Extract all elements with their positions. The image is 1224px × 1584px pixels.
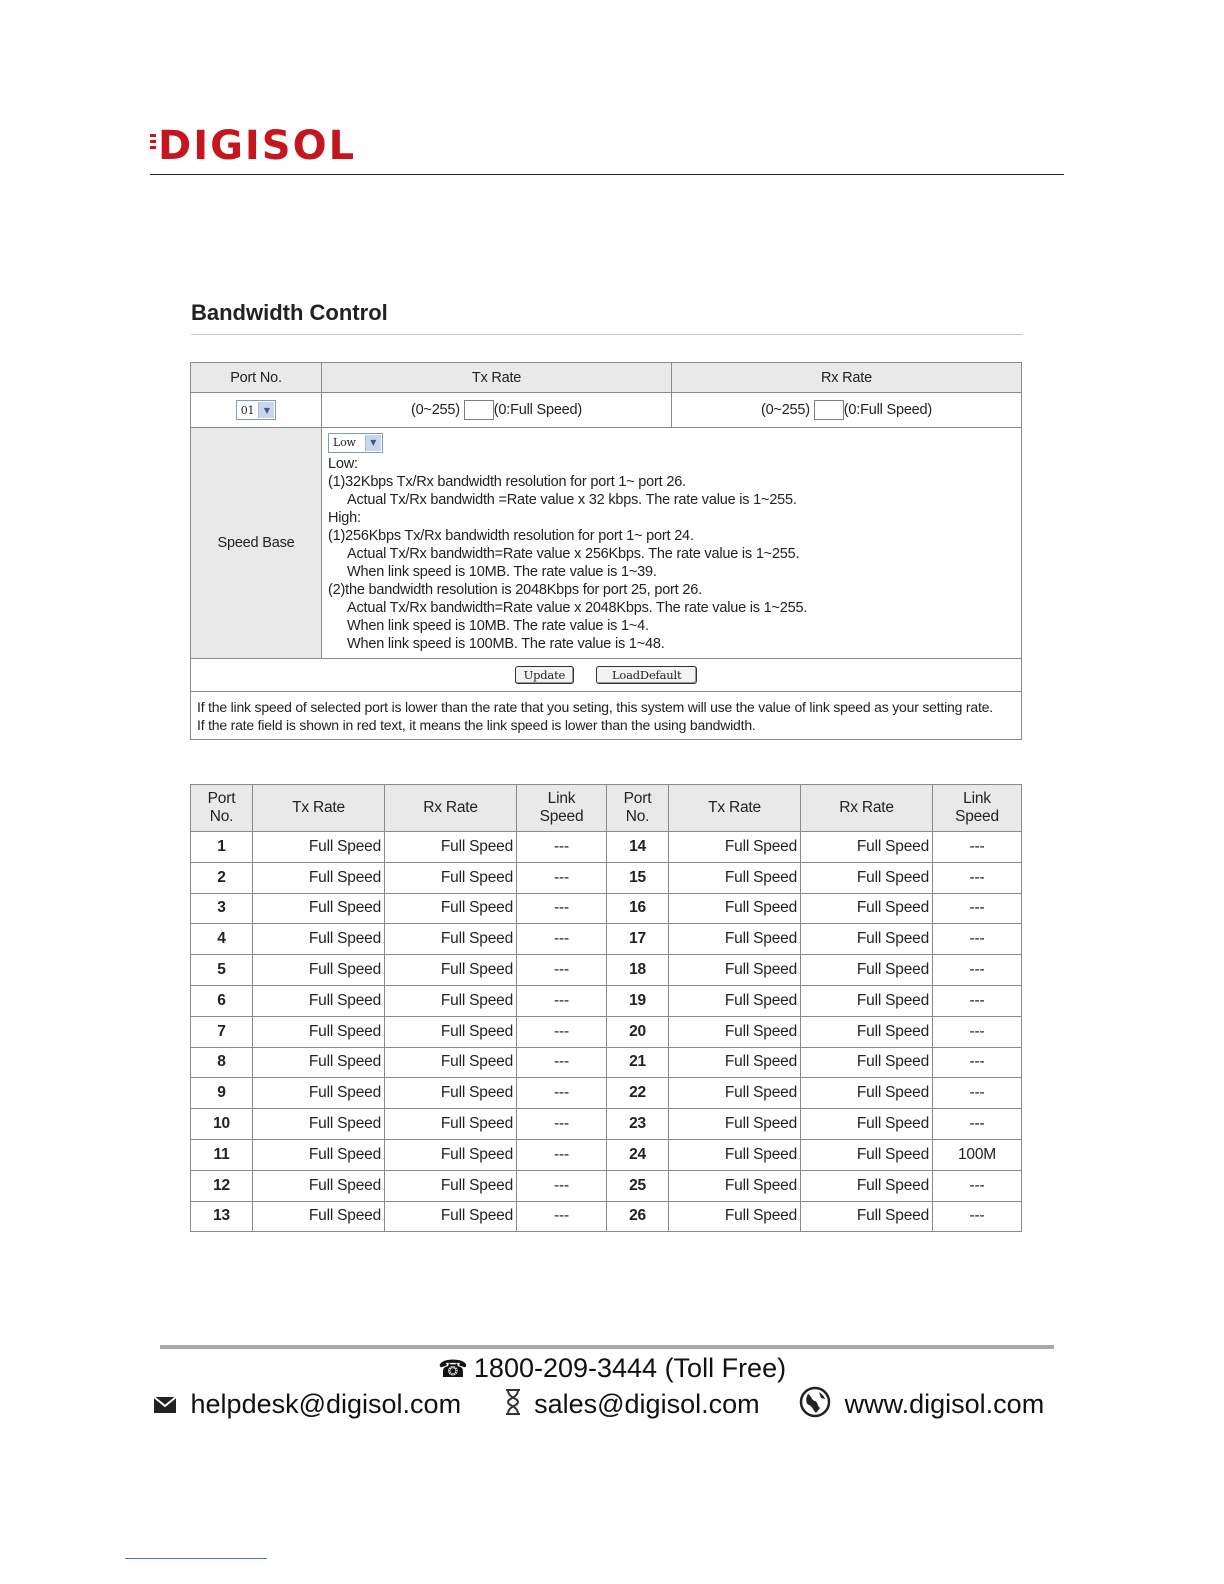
config-header-row [191, 363, 1022, 393]
port-number: 14 [607, 832, 669, 863]
link-speed-value: --- [517, 955, 607, 986]
port-number: 2 [191, 862, 253, 893]
speed-base-desc-line: When link speed is 10MB. The rate value is 1~39. [347, 564, 657, 580]
tx-rate-value: Full Speed [253, 924, 385, 955]
col-rx-rate: Rx Rate [801, 785, 933, 832]
logo-text: DIGISOL [158, 123, 357, 164]
port-number: 25 [607, 1170, 669, 1201]
col-port-no: Port No. [191, 785, 253, 832]
port-number: 21 [607, 1047, 669, 1078]
port-number: 5 [191, 955, 253, 986]
chevron-down-icon: ▼ [365, 435, 381, 451]
tx-rate-value: Full Speed [669, 1047, 801, 1078]
col-tx-rate: Tx Rate [253, 785, 385, 832]
speed-base-cell [322, 428, 1022, 659]
link-speed-value: --- [517, 924, 607, 955]
config-input-row [191, 393, 1022, 428]
rx-rate-value: Full Speed [385, 1201, 517, 1232]
footer-sales [503, 1388, 760, 1423]
port-number: 19 [607, 985, 669, 1016]
link-speed-value: --- [933, 1078, 1022, 1109]
globe-icon [799, 1386, 831, 1425]
speed-base-select[interactable] [328, 433, 383, 453]
port-number: 18 [607, 955, 669, 986]
rx-rate-value: Full Speed [801, 985, 933, 1016]
button-cell [191, 659, 1022, 692]
tx-rate-value: Full Speed [253, 985, 385, 1016]
port-select-value: 01 [240, 403, 255, 417]
port-number: 11 [191, 1139, 253, 1170]
load-default-button[interactable]: LoadDefault [596, 666, 697, 684]
speed-base-desc-line: Low: [328, 456, 358, 472]
col-link-speed: Link Speed [933, 785, 1022, 832]
table-row [191, 1139, 1022, 1170]
tx-rate-value: Full Speed [669, 955, 801, 986]
rx-rate-value: Full Speed [801, 862, 933, 893]
port-status-table [190, 784, 1022, 1232]
link-speed-value: 100M [933, 1139, 1022, 1170]
header-divider [150, 174, 1064, 175]
update-button[interactable]: Update [515, 666, 575, 684]
table-row [191, 1078, 1022, 1109]
port-table-header-row [191, 785, 1022, 832]
tx-rate-value: Full Speed [253, 1201, 385, 1232]
port-number: 6 [191, 985, 253, 1016]
port-number: 24 [607, 1139, 669, 1170]
table-row [191, 1109, 1022, 1140]
tx-rate-value: Full Speed [253, 862, 385, 893]
port-number: 23 [607, 1109, 669, 1140]
port-number: 22 [607, 1078, 669, 1109]
port-select[interactable] [236, 400, 277, 420]
rx-range-prefix: (0~255) [760, 401, 810, 418]
link-speed-value: --- [517, 862, 607, 893]
col-port-no: Port No. [191, 363, 322, 393]
port-number: 8 [191, 1047, 253, 1078]
note-text: If the link speed of selected port is lower than the rate that you seting, this system will use the value of link speed as your setting rate. [197, 699, 993, 715]
tx-rate-value: Full Speed [669, 832, 801, 863]
tx-rate-input[interactable] [464, 400, 494, 420]
table-row [191, 862, 1022, 893]
link-speed-value: --- [933, 1170, 1022, 1201]
tx-rate-value: Full Speed [253, 1078, 385, 1109]
rx-rate-value: Full Speed [801, 1016, 933, 1047]
sales-email[interactable]: sales@digisol.com [534, 1388, 760, 1419]
port-number: 15 [607, 862, 669, 893]
rx-rate-value: Full Speed [801, 1109, 933, 1140]
digisol-logo [150, 122, 395, 164]
table-row [191, 955, 1022, 986]
rx-rate-value: Full Speed [385, 924, 517, 955]
link-speed-value: --- [933, 832, 1022, 863]
table-row [191, 1016, 1022, 1047]
tx-rate-value: Full Speed [253, 832, 385, 863]
speed-base-row [191, 428, 1022, 659]
speed-base-select-value: Low [333, 436, 356, 449]
port-number: 4 [191, 924, 253, 955]
tx-rate-value: Full Speed [253, 893, 385, 924]
rx-rate-value: Full Speed [801, 893, 933, 924]
phone-icon: ☎ [438, 1356, 468, 1384]
tx-rate-value: Full Speed [669, 1016, 801, 1047]
tx-rate-value: Full Speed [253, 1139, 385, 1170]
table-row [191, 1170, 1022, 1201]
rx-rate-value: Full Speed [801, 924, 933, 955]
bandwidth-config-table [190, 362, 1022, 740]
tx-range-prefix: (0~255) [410, 401, 460, 418]
speed-base-desc-line: When link speed is 10MB. The rate value is 1~4. [347, 618, 649, 634]
rx-rate-value: Full Speed [801, 1078, 933, 1109]
col-link-speed: Link Speed [517, 785, 607, 832]
tx-rate-value: Full Speed [253, 1016, 385, 1047]
link-speed-value: --- [517, 1047, 607, 1078]
phone-number: 1800-209-3444 (Toll Free) [473, 1353, 787, 1383]
port-select-cell [191, 393, 322, 428]
col-port-no: Port No. [607, 785, 669, 832]
rx-rate-value: Full Speed [385, 1109, 517, 1140]
col-tx-rate: Tx Rate [669, 785, 801, 832]
rx-rate-value: Full Speed [801, 955, 933, 986]
mail-icon [153, 1390, 177, 1421]
note-cell [191, 692, 1022, 740]
link-speed-value: --- [517, 1170, 607, 1201]
table-row [191, 832, 1022, 863]
rx-rate-value: Full Speed [385, 1139, 517, 1170]
speed-base-desc-line: High: [328, 510, 361, 526]
link-speed-value: --- [517, 832, 607, 863]
link-speed-value: --- [933, 1016, 1022, 1047]
speed-base-desc-line: (1)256Kbps Tx/Rx bandwidth resolution for port 1~ port 24. [328, 528, 694, 544]
note-row [191, 692, 1022, 740]
rx-rate-value: Full Speed [801, 832, 933, 863]
rx-rate-input[interactable] [814, 400, 844, 420]
link-speed-value: --- [517, 1109, 607, 1140]
link-speed-value: --- [517, 1078, 607, 1109]
col-tx-rate: Tx Rate [322, 363, 672, 393]
footer-helpdesk [153, 1389, 461, 1421]
speed-base-desc-line: (2)the bandwidth resolution is 2048Kbps for port 25, port 26. [328, 582, 702, 598]
rx-rate-value: Full Speed [385, 1078, 517, 1109]
rx-rate-value: Full Speed [385, 985, 517, 1016]
tx-rate-cell [322, 393, 672, 428]
link-speed-value: --- [933, 924, 1022, 955]
table-row [191, 1047, 1022, 1078]
rx-rate-value: Full Speed [385, 1016, 517, 1047]
rx-rate-value: Full Speed [801, 1170, 933, 1201]
port-number: 1 [191, 832, 253, 863]
port-number: 17 [607, 924, 669, 955]
note-text: If the rate field is shown in red text, it means the link speed is lower than the using bandwidth. [197, 717, 756, 733]
rx-rate-value: Full Speed [801, 1047, 933, 1078]
port-number: 26 [607, 1201, 669, 1232]
page-title: Bandwidth Control [191, 300, 388, 325]
tx-rate-value: Full Speed [669, 985, 801, 1016]
tx-rate-value: Full Speed [669, 893, 801, 924]
link-speed-value: --- [933, 893, 1022, 924]
helpdesk-email[interactable]: helpdesk@digisol.com [190, 1388, 462, 1419]
link-speed-value: --- [933, 985, 1022, 1016]
tx-rate-value: Full Speed [253, 1047, 385, 1078]
rx-rate-value: Full Speed [385, 1047, 517, 1078]
speed-base-desc-line: (1)32Kbps Tx/Rx bandwidth resolution for port 1~ port 26. [328, 474, 686, 490]
button-row [191, 659, 1022, 692]
footer-website [799, 1386, 1044, 1425]
title-divider [191, 334, 1023, 335]
link-speed-value: --- [933, 1201, 1022, 1232]
rx-range-suffix: (0:Full Speed) [843, 401, 933, 418]
port-number: 9 [191, 1078, 253, 1109]
table-row [191, 924, 1022, 955]
rx-rate-value: Full Speed [385, 832, 517, 863]
tx-rate-value: Full Speed [253, 1170, 385, 1201]
link-speed-value: --- [517, 1201, 607, 1232]
rx-rate-value: Full Speed [385, 1170, 517, 1201]
rx-rate-value: Full Speed [385, 955, 517, 986]
table-row [191, 1201, 1022, 1232]
link-speed-value: --- [933, 1109, 1022, 1140]
speed-base-desc-line: Actual Tx/Rx bandwidth=Rate value x 2048Kbps. The rate value is 1~255. [347, 600, 808, 616]
link-speed-value: --- [933, 862, 1022, 893]
port-number: 20 [607, 1016, 669, 1047]
table-row [191, 985, 1022, 1016]
rx-rate-value: Full Speed [801, 1201, 933, 1232]
footer-divider [160, 1345, 1054, 1349]
port-number: 3 [191, 893, 253, 924]
footer-contacts [153, 1386, 1044, 1425]
link-speed-value: --- [517, 1139, 607, 1170]
port-number: 16 [607, 893, 669, 924]
speed-base-desc-line: Actual Tx/Rx bandwidth =Rate value x 32 kbps. The rate value is 1~255. [347, 492, 797, 508]
tx-rate-value: Full Speed [669, 1078, 801, 1109]
speed-base-desc-line: When link speed is 100MB. The rate value is 1~48. [347, 636, 665, 652]
hourglass-icon [503, 1388, 523, 1423]
port-number: 12 [191, 1170, 253, 1201]
link-speed-value: --- [517, 893, 607, 924]
col-rx-rate: Rx Rate [672, 363, 1022, 393]
rx-rate-value: Full Speed [801, 1139, 933, 1170]
footer-phone [438, 1353, 786, 1384]
rx-rate-value: Full Speed [385, 862, 517, 893]
website-link[interactable]: www.digisol.com [844, 1388, 1045, 1419]
tx-rate-value: Full Speed [669, 1170, 801, 1201]
speed-base-desc-line: Actual Tx/Rx bandwidth=Rate value x 256Kbps. The rate value is 1~255. [347, 546, 800, 562]
port-number: 10 [191, 1109, 253, 1140]
tx-rate-value: Full Speed [669, 1201, 801, 1232]
link-speed-value: --- [933, 1047, 1022, 1078]
tx-range-suffix: (0:Full Speed) [493, 401, 583, 418]
tx-rate-value: Full Speed [669, 1109, 801, 1140]
speed-base-label: Speed Base [191, 428, 322, 659]
table-row [191, 893, 1022, 924]
link-speed-value: --- [933, 955, 1022, 986]
port-number: 13 [191, 1201, 253, 1232]
tx-rate-value: Full Speed [253, 1109, 385, 1140]
chevron-down-icon: ▼ [258, 402, 274, 418]
tx-rate-value: Full Speed [669, 1139, 801, 1170]
tx-rate-value: Full Speed [253, 955, 385, 986]
rx-rate-value: Full Speed [385, 893, 517, 924]
port-number: 7 [191, 1016, 253, 1047]
link-speed-value: --- [517, 1016, 607, 1047]
tx-rate-value: Full Speed [669, 924, 801, 955]
rx-rate-cell [672, 393, 1022, 428]
link-speed-value: --- [517, 985, 607, 1016]
page-link-underline [125, 1558, 267, 1559]
col-rx-rate: Rx Rate [385, 785, 517, 832]
tx-rate-value: Full Speed [669, 862, 801, 893]
